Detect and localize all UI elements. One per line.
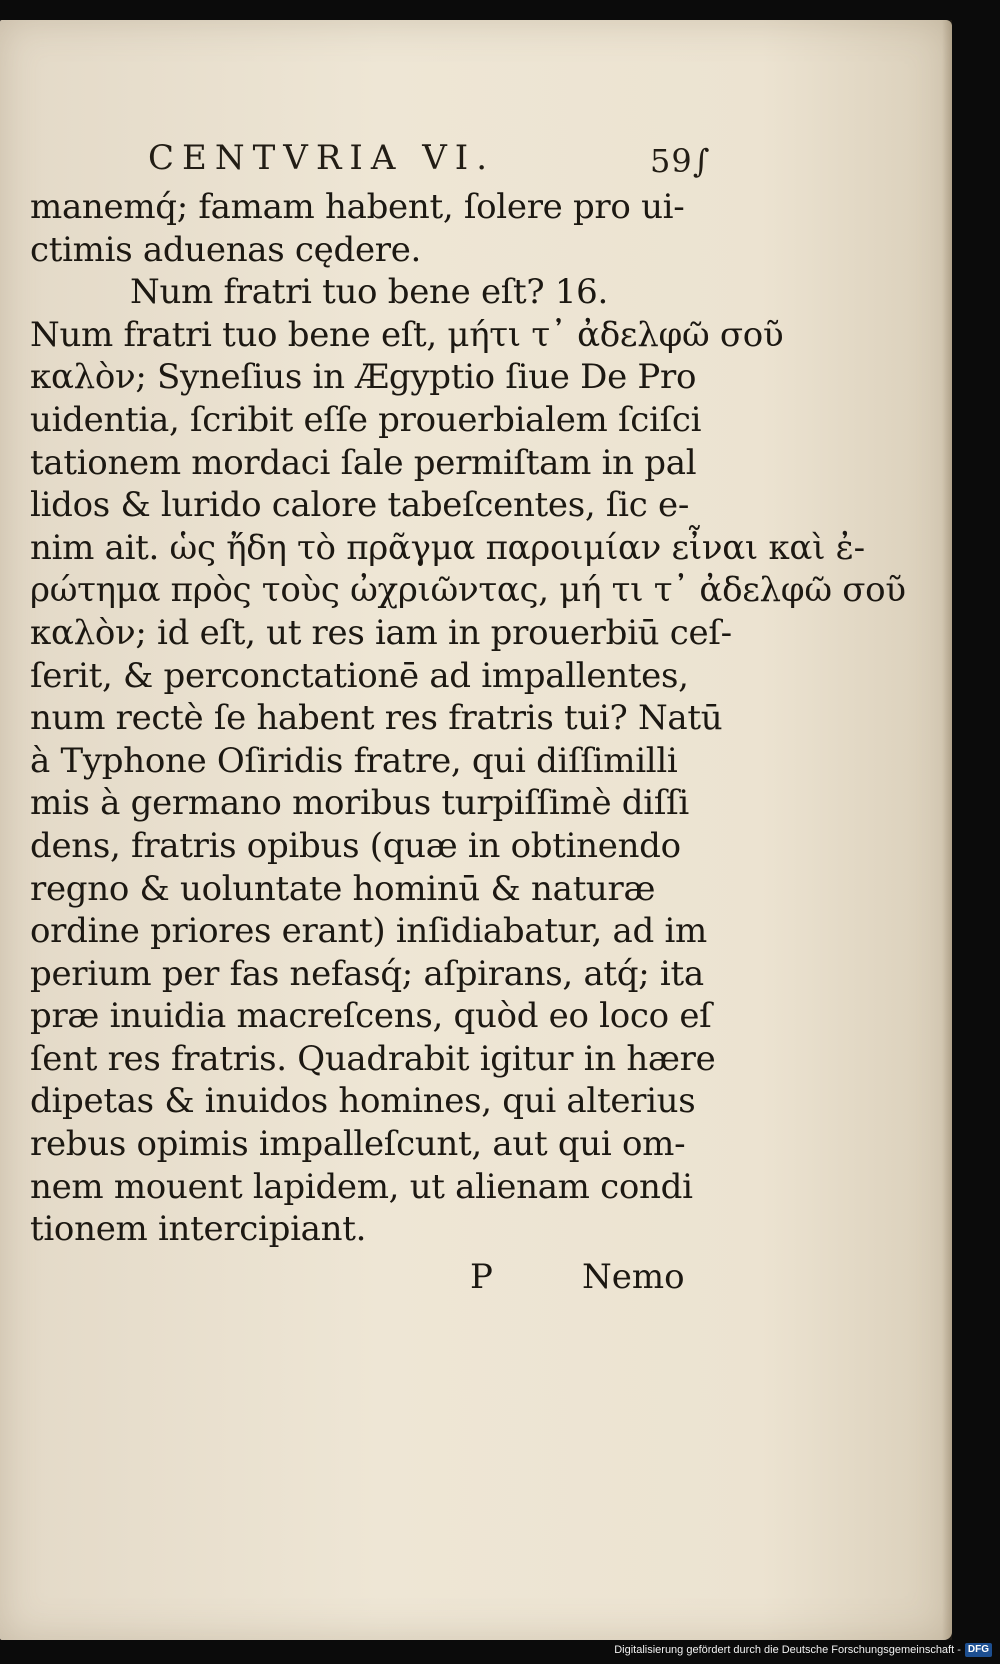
page-edge-shadow [942,20,952,1640]
dfg-logo-icon: DFG [965,1643,992,1657]
text-line: tationem mordaci ſale permiſtam in pal [30,442,697,483]
digitization-credit [614,1640,992,1660]
text-line: manemq́; famam habent, ſolere pro ui- [30,187,685,227]
text-line: tionem intercipiant. [30,1209,367,1250]
text-line: ordine priores erant) inſidiabatur, ad im [30,911,707,952]
text-line: ctimis aduenas cędere. [30,229,422,270]
catchword: Nemo [582,1256,685,1297]
text-line: ſerit, & perconctationē ad impallentes, [30,655,689,696]
text-line: ρώτημα πρὸς τοὺς ὠχριῶντας, μή τι τ᾽ ἀδελφῶ σοῦ [30,570,906,611]
book-page [0,20,952,1640]
text-line: dipetas & inuidos homines, qui alterius [30,1081,696,1122]
adage-heading: Num fratri tuo bene eſt? 16. [130,272,609,313]
running-head: CENTVRIA VI. [148,138,495,178]
text-line: regno & uoluntate hominū & naturæ [30,868,656,909]
text-line: præ inuidia macreſcens, quòd eo loco eſ [30,996,712,1037]
text-block [30,138,906,1301]
text-line: Num fratri tuo bene eſt, μήτι τ᾽ ἀδελφῶ σοῦ [30,314,784,355]
text-line: nem mouent lapidem, ut alienam condi [30,1166,693,1207]
text-line: mis à germano moribus turpiſſimè diſſi [30,783,689,824]
text-line: uidentia, ſcribit eſſe prouerbialem ſciſci [30,399,702,440]
signature-mark: P [470,1256,493,1297]
text-line: καλὸν; id eſt, ut res iam in prouerbiū ceſ- [30,612,732,653]
page-footer [30,1257,720,1301]
text-line: à Typhone Oſiridis fratre, qui diſſimilli [30,740,678,781]
text-line: perium per fas nefasq́; aſpirans, atq́; ita [30,953,704,994]
text-line: rebus opimis impalleſcunt, aut qui om- [30,1124,686,1165]
page-number: 59∫ [650,142,711,180]
text-line: nim ait. ὡς ἤδη τὸ πρᾶγμα παροιμίαν εἶναι καὶ ἐ- [30,527,865,568]
credit-text: Digitalisierung gefördert durch die Deutsche Forschungsgemeinschaft - [614,1644,961,1656]
page-header [30,138,720,186]
text-line: ſent res fratris. Quadrabit igitur in hære [30,1038,716,1079]
text-line: καλὸν; Syneſius in Ægyptio ſiue De Pro [30,357,697,398]
text-line: num rectè ſe habent res fratris tui? Natū [30,698,723,739]
text-line: lidos & lurido calore tabeſcentes, ſic e- [30,485,690,526]
text-line: dens, fratris opibus (quæ in obtinendo [30,825,681,866]
